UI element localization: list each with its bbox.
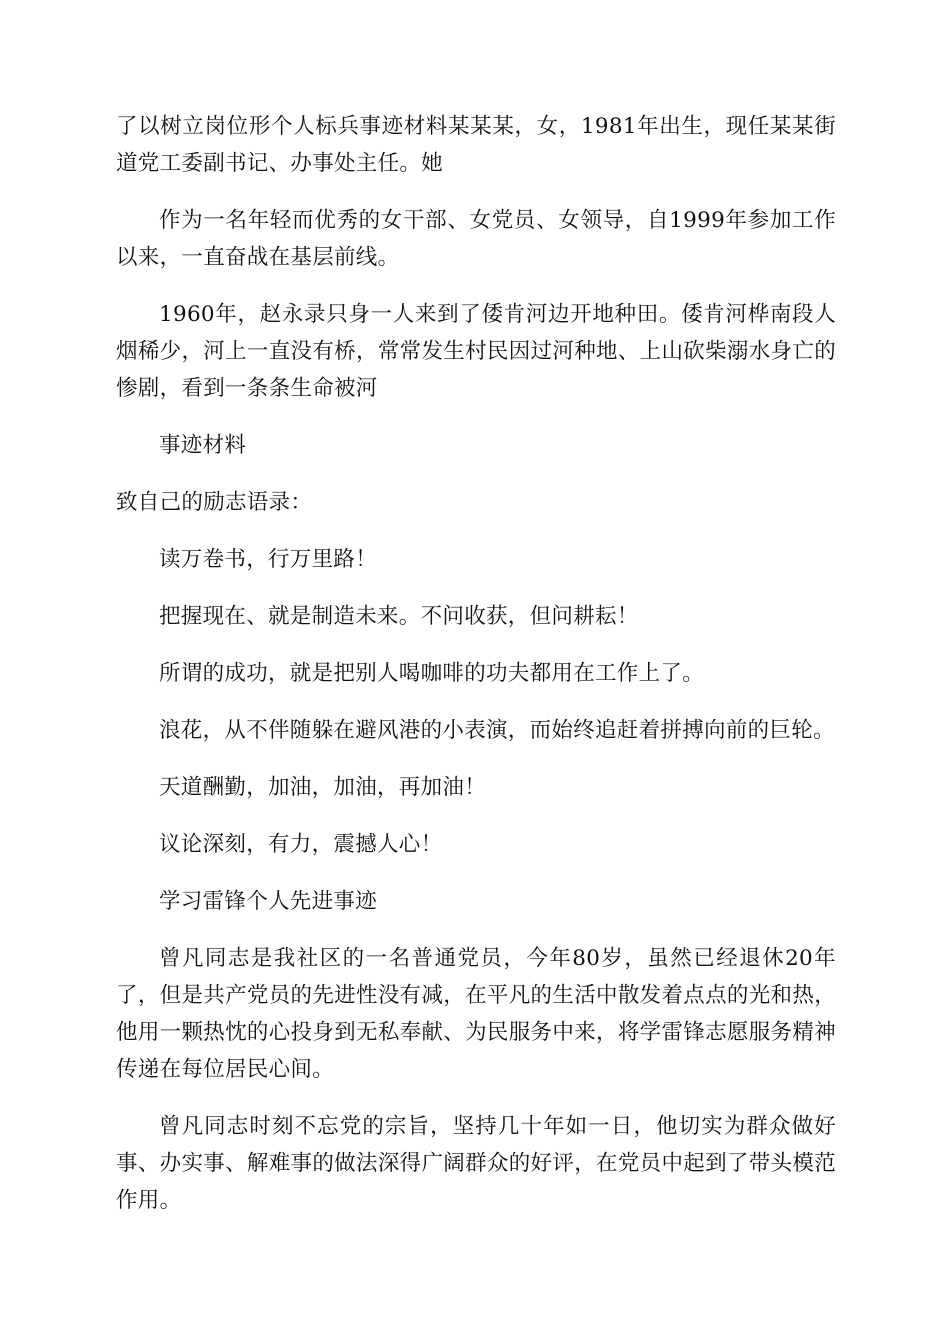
paragraph-intro: 了以树立岗位形个人标兵事迹材料某某某，女，1981年出生，现任某某街道党工委副书记、办事处主任。她: [116, 114, 836, 176]
paragraph-zeng-fan-2: 曾凡同志时刻不忘党的宗旨，坚持几十年如一日，他切实为群众做好事、办实事、解难事的做法深得广阔群众的好评，在党员中起到了带头模范作用。: [116, 1114, 836, 1213]
paragraph-career: 作为一名年轻而优秀的女干部、女党员、女领导，自1999年参加工作以来，一直奋战在基层前线。: [116, 208, 836, 270]
paragraph-motto-1: 读万卷书，行万里路！: [159, 547, 378, 572]
paragraph-motto-3: 所谓的成功，就是把别人喝咖啡的功夫都用在工作上了。: [159, 661, 705, 686]
paragraph-motto-2: 把握现在、就是制造未来。不问收获，但问耕耘！: [159, 604, 639, 629]
document-body: [116, 108, 836, 1239]
paragraph-heading-leifeng: 学习雷锋个人先进事迹: [159, 889, 378, 914]
paragraph-motto-heading: 致自己的励志语录：: [116, 490, 313, 515]
paragraph-motto-5: 天道酬勤，加油，加油，再加油！: [159, 775, 487, 800]
paragraph-heading-deeds: 事迹材料: [159, 433, 247, 458]
paragraph-motto-4: 浪花，从不伴随躲在避风港的小表演，而始终追赶着拼搏向前的巨轮。: [159, 718, 835, 743]
paragraph-comment: 议论深刻，有力，震撼人心！: [159, 832, 443, 857]
paragraph-zhao-yonglu: 1960年，赵永录只身一人来到了倭肯河边开地种田。倭肯河桦南段人烟稀少，河上一直没有桥，常常发生村民因过河种地、上山砍柴溺水身亡的惨剧，看到一条条生命被河: [116, 302, 836, 401]
paragraph-zeng-fan-1: 曾凡同志是我社区的一名普通党员，今年80岁，虽然已经退休20年了，但是共产党员的先进性没有减，在平凡的生活中散发着点点的光和热，他用一颗热忱的心投身到无私奉献、为民服务中来，将学雷锋志愿服务精神传递在每位居民心间。: [116, 946, 836, 1082]
